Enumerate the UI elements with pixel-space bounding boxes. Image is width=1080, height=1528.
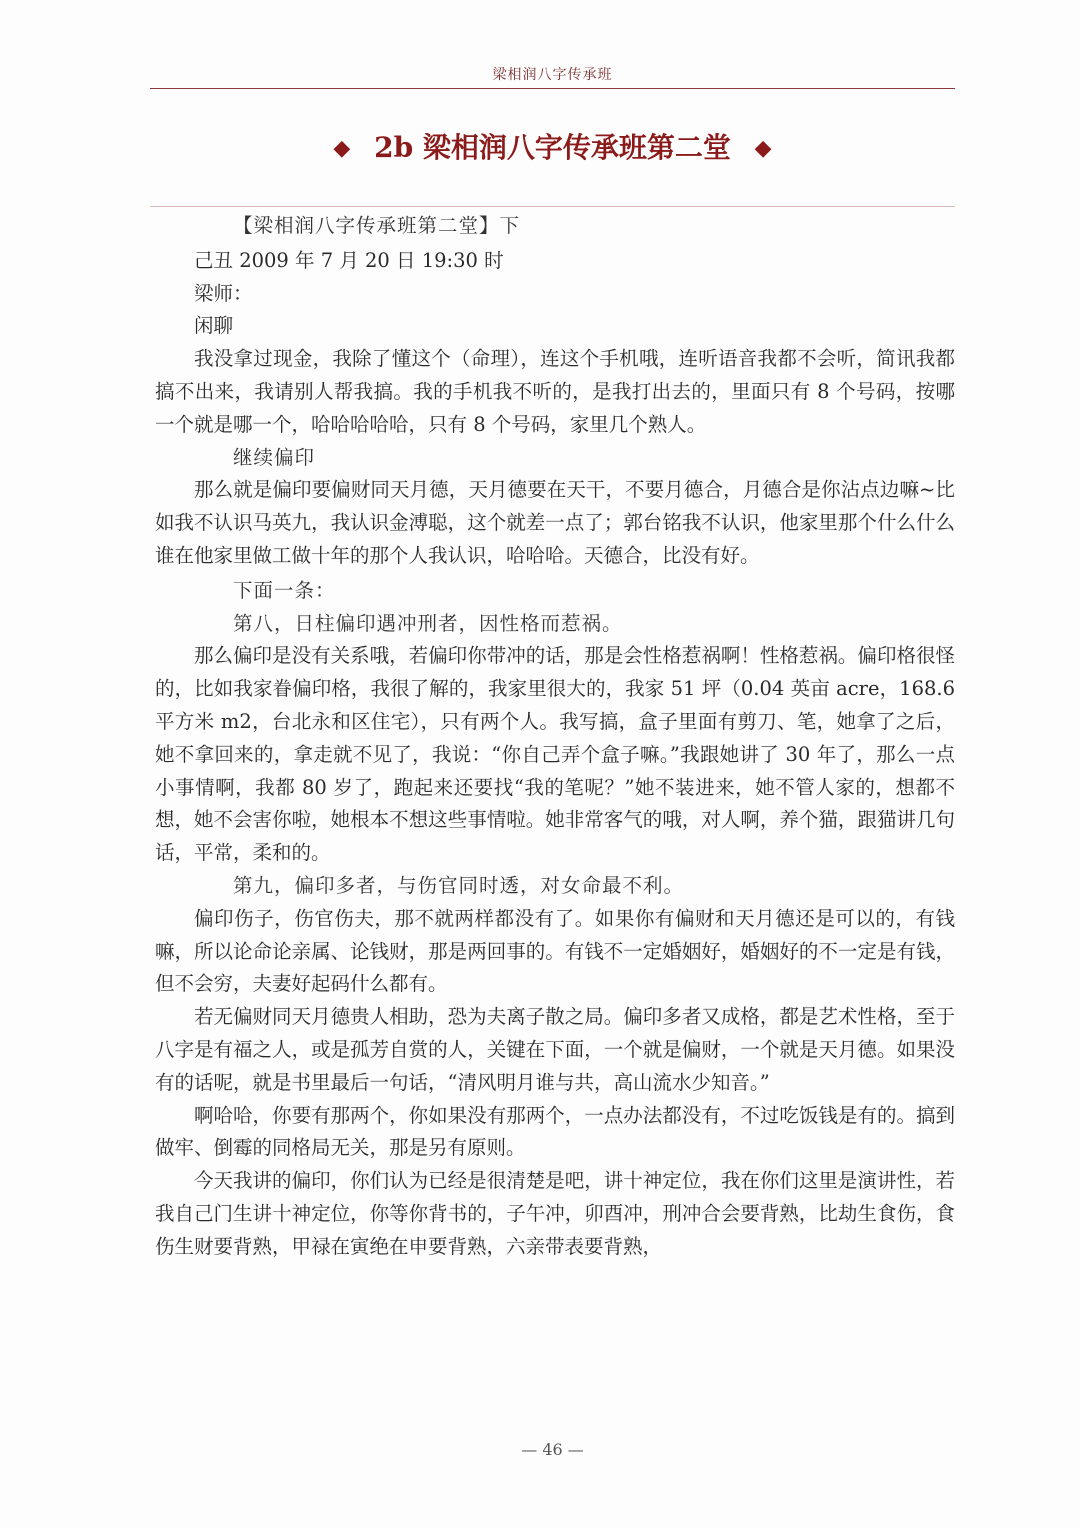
topic-next: 下面一条： xyxy=(233,578,336,602)
diamond-icon-right: ◆ xyxy=(754,135,772,161)
chapter-title-text: 2b 梁相润八字传承班第二堂 xyxy=(374,131,731,164)
title-divider xyxy=(150,206,955,207)
rule-nine: 第九，偏印多者，与伤官同时透，对女命最不利。 xyxy=(233,873,685,897)
paragraph: 我没拿过现金，我除了懂这个（命理），连这个手机哦，连听语音我都不会听，简讯我都搞不出来，我请别人帮我搞。我的手机我不听的，是我打出去的，里面只有 8 个号码，按哪一个就是哪一个，哈哈哈哈哈，只有 8 个号码，家里几个熟人。 xyxy=(155,347,955,436)
topic-continue: 继续偏印 xyxy=(233,445,316,469)
paragraph: 那么就是偏印要偏财同天月德，天月德要在天干，不要月德合，月德合是你沾点边嘛~比如我不认识马英九，我认识金溥聪，这个就差一点了；郭台铭我不认识，他家里那个什么什么谁在他家里做工做十年的那个人我认识，哈哈哈。天德合，比没有好。 xyxy=(155,478,955,567)
page-number: — 46 — xyxy=(521,1440,584,1459)
paragraph: 今天我讲的偏印，你们认为已经是很清楚是吧，讲十神定位，我在你们这里是演讲性，若我自己门生讲十神定位，你等你背书的，子午冲，卯酉冲，刑冲合会要背熟，比劫生食伤，食伤生财要背熟，甲禄在寅绝在申要背熟，六亲带表要背熟， xyxy=(155,1169,955,1258)
chapter-title xyxy=(150,126,955,170)
body-text xyxy=(155,210,955,1264)
diamond-icon-left: ◆ xyxy=(333,135,351,161)
rule-eight: 第八，日柱偏印遇冲刑者，因性格而惹祸。 xyxy=(233,611,623,635)
paragraph: 偏印伤子，伤官伤夫，那不就两样都没有了。如果你有偏财和天月德还是可以的，有钱嘛，所以论命论亲属、论钱财，那是两回事的。有钱不一定婚姻好，婚姻好的不一定是有钱，但不会穷，夫妻好起码什么都有。 xyxy=(155,906,955,996)
running-header: 梁相润八字传承班 xyxy=(492,67,613,83)
paragraph: 那么偏印是没有关系哦，若偏印你带冲的话，那是会性格惹祸啊！性格惹祸。偏印格很怪的，比如我家眷偏印格，我很了解的，我家里很大的，我家 51 坪（0.04 英亩 acre，168.6 平方米 m2，台北永和区住宅），只有两个人。我写搞，盒子里面有剪刀、笔，她拿了之后，她不拿回来的，拿走就不见了，我说：“你自己弄个盒子嘛。”我跟她讲了 30 年了，那么一点小事情啊，我都 80 岁了，跑起来还要找“我的笔呢？”她不装进来，她不管人家的，想都不想，她不会害你啦，她根本不想这些事情啦。她非常客气的哦，对人啊，养个猫，跟猫讲几句话，平常，柔和的。 xyxy=(155,644,955,865)
speaker-label: 梁师： xyxy=(194,281,253,305)
paragraph: 啊哈哈，你要有那两个，你如果没有那两个，一点办法都没有，不过吃饭钱是有的。搞到做牢、倒霉的同格局无关，那是另有原则。 xyxy=(155,1103,955,1160)
header-divider xyxy=(150,88,955,89)
session-date: 己丑 2009 年 7 月 20 日 19:30 时 xyxy=(194,248,504,272)
paragraph: 若无偏财同天月德贵人相助，恐为夫离子散之局。偏印多者又成格，都是艺术性格，至于八字是有福之人，或是孤芳自赏的人，关键在下面，一个就是偏财，一个就是天月德。如果没有的话呢，就是书里最后一句话，“清风明月谁与共，高山流水少知音。” xyxy=(155,1005,955,1094)
session-heading: 【梁相润八字传承班第二堂】下 xyxy=(233,214,521,237)
topic-chat: 闲聊 xyxy=(194,314,234,338)
